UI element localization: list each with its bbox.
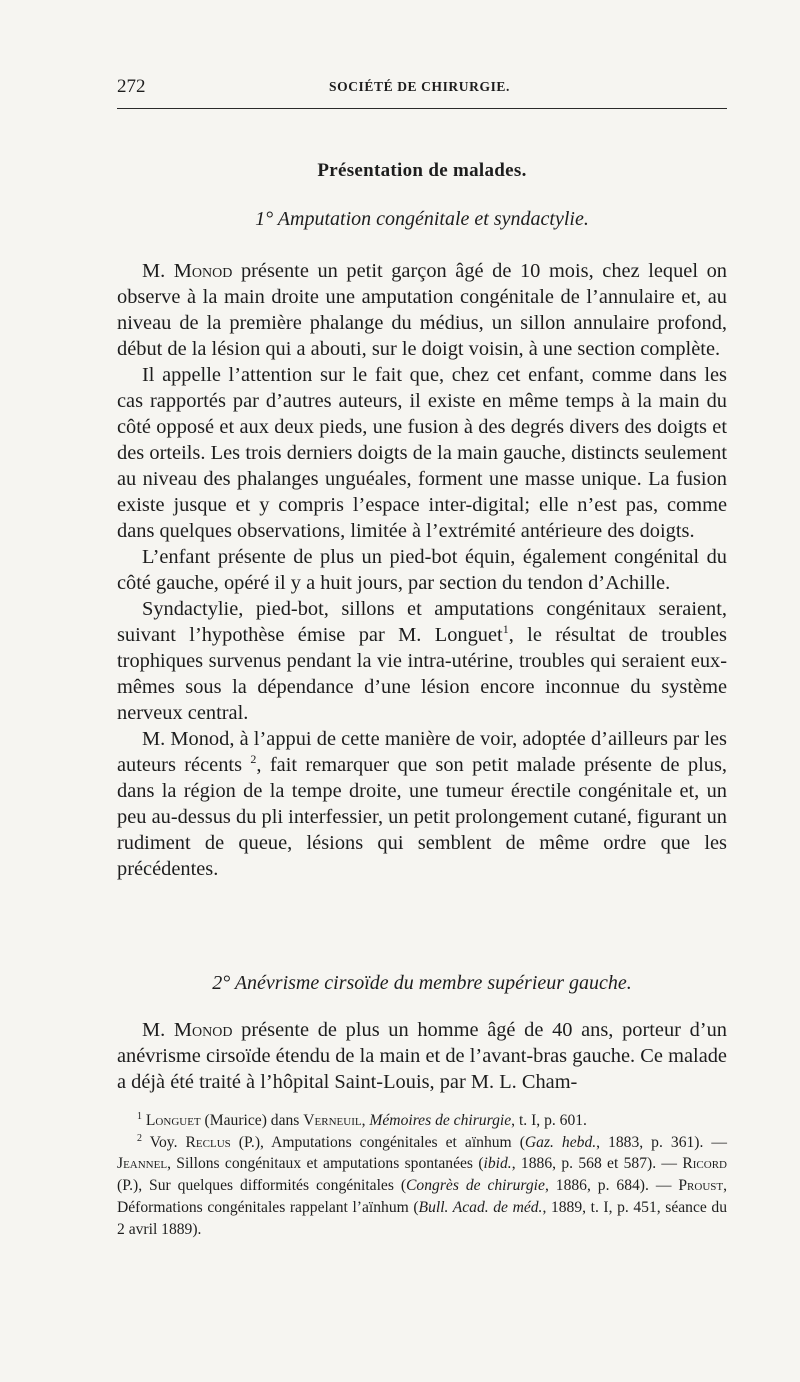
footnotes [117,1110,727,1240]
paragraph-text: présente un petit garçon âgé de 10 mois, chez lequel on observe à la main droite une amputation congénitale de l’annulaire et, au niveau de la première phalange du médius, un sillon annulaire profond, début de la lésion qui a abouti, sur le doigt voisin, à une section complète. [117,260,727,360]
case1-paragraph-3: L’enfant présente de plus un pied-bot équin, également congénital du côté gauche, opéré il y a huit jours, par section du tendon d’Achille. [117,546,727,594]
paragraph-text: Syndactylie, pied-bot, sillons et amputations congénitaux seraient, suivant l’hypothèse émise par M. Longuet [117,598,727,646]
case1-paragraph-5 [117,726,727,882]
footnote-title: Gaz. hebd. [524,1133,597,1151]
footnote-ref-1: 1 [502,622,509,637]
footnote-mark: 2 [137,1132,142,1144]
footnote-text: (P.), Amputations congénitales et aïnhum ( [230,1133,525,1151]
footnote-text: Voy. [149,1133,186,1151]
paragraph-text: , le résultat de troubles trophiques survenus pendant la vie intra-utérine, troubles qui seraient eux-mêmes sous la dépendance d’une lésion encore inconnue du système nerveux central. [117,624,727,724]
footnote-text: , t. I, p. 601. [511,1112,587,1129]
case2-title: 2° Anévrisme cirsoïde du membre supérieur gauche. [212,972,632,994]
footnote-ref-2: 2 [250,752,257,767]
paragraph-text: M. Monod, à l’appui de cette manière de voir, adoptée d’ailleurs par les auteurs récents [117,728,727,776]
footnote-author: Proust [678,1177,724,1195]
footnote-author: Verneuil [303,1112,362,1129]
footnote-author: Ricord [682,1155,727,1173]
footnote-title: ibid. [483,1155,512,1173]
paragraph-text: présente de plus un homme âgé de 40 ans, porteur d’un anévrisme cirsoïde étendu de la main et de l’avant-bras gauche. Ce malade a déjà été traité à l’hôpital Saint-Louis, par M. L. Cham- [117,1019,727,1093]
footnote-text: , Sillons congénitaux et amputations spontanées ( [167,1155,484,1173]
footnote-text: , 1886, p. 568 et 587). — [511,1155,683,1173]
running-head [117,76,727,100]
case2-body [117,1017,727,1095]
footnote-author: Longuet [145,1112,201,1129]
footnote-title: Mémoires de chirurgie [369,1112,512,1129]
author-name: M. Monod [142,260,233,282]
footnote-text: (Maurice) dans [200,1112,304,1129]
case1-paragraph-4 [117,596,727,726]
footnote-author: Reclus [185,1133,231,1151]
footnote-1 [117,1110,727,1132]
footnote-author: Jeannel [117,1155,168,1173]
case1-title: 1° Amputation congénitale et syndactylie. [255,208,589,230]
footnote-text: , 1889, t. I, p. 451, séance du 2 avril 1889). [117,1198,727,1238]
footnote-text: , 1883, p. 361). — [596,1133,727,1151]
footnote-title: Bull. Acad. de méd. [418,1198,543,1216]
footnote-text: , [361,1112,370,1129]
footnote-title: Congrès de chirurgie [406,1177,545,1195]
section-heading: Présentation de malades. [317,160,527,181]
footnote-text: , 1886, p. 684). — [544,1177,679,1195]
footnote-mark: 1 [137,1110,142,1122]
case1-paragraph-1 [117,258,727,362]
header-rule [117,108,727,109]
case1-body [117,258,727,882]
journal-title: SOCIÉTÉ DE CHIRURGIE. [329,79,511,94]
page-number: 272 [117,76,146,97]
footnote-2 [117,1132,727,1241]
footnote-text: (P.), Sur quelques difformités congénitales ( [117,1177,407,1195]
paragraph-text: , fait remarquer que son petit malade présente de plus, dans la région de la tempe droite, une tumeur érectile congénitale et, un peu au-dessus du pli interfessier, un petit prolongement cutané, figurant un rudiment de queue, lésions qui semblent de même ordre que les précédentes. [117,754,727,880]
case2-paragraph-1 [117,1017,727,1095]
author-name: M. Monod [142,1019,233,1041]
footnote-text: , Déformations congénitales rappelant l’aïnhum ( [117,1177,728,1216]
case1-paragraph-2: Il appelle l’attention sur le fait que, chez cet enfant, comme dans les cas rapportés par d’autres auteurs, il existe en même temps à la main du côté opposé et aux deux pieds, une fusion à des degrés divers des doigts et des orteils. Les trois derniers doigts de la main gauche, distincts seulement au niveau des phalanges unguéales, forment une masse unique. La fusion existe jusque et y compris l’espace inter-digital; elle n’est pas, comme dans quelques observations, limitée à l’extrémité antérieure des doigts. [117,364,727,542]
